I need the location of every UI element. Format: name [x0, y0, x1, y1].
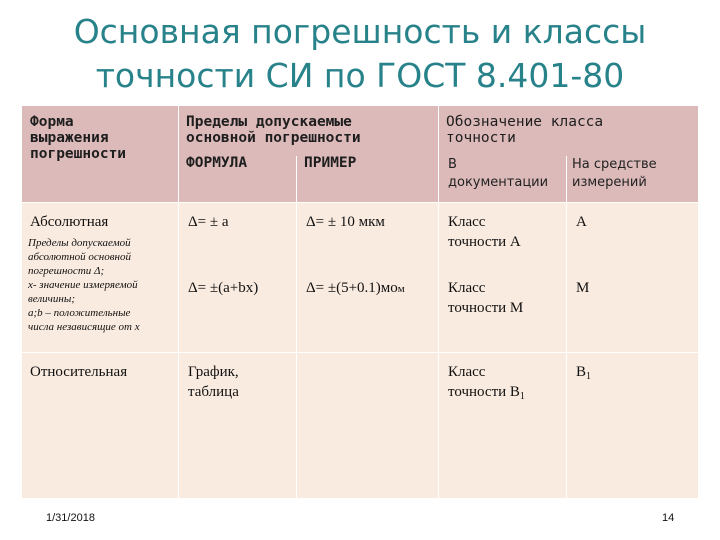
- cell-relative-instrument: [576, 362, 591, 382]
- cell-relative-formula: График, таблица: [188, 364, 239, 400]
- header-class-designation: Обозначение класса точности: [446, 114, 604, 146]
- cell-absolute-note: Пределы допускаемой абсолютной основной погрешности Δ; x- значение измеряемой величины; a;b – положительные числа независящие от х: [28, 237, 140, 333]
- cell-instrument-1: А: [576, 214, 587, 230]
- cell-doc-1: Класс точности А: [448, 214, 521, 250]
- col-divider-3: [438, 106, 439, 498]
- header-form: Форма выражения погрешности: [30, 114, 127, 162]
- header-on-instrument: На средстве измерений: [572, 157, 657, 190]
- col-divider-4: [566, 156, 567, 498]
- cell-relative-doc-text: точности В: [448, 384, 520, 400]
- cell-example-2-tail: м: [397, 283, 405, 295]
- row-divider: [22, 352, 698, 353]
- cell-relative-doc-line1: Класс: [448, 364, 486, 380]
- footer-date: 1/31/2018: [46, 512, 95, 524]
- header-example: ПРИМЕР: [304, 155, 357, 171]
- cell-example-2: [306, 278, 405, 299]
- col-divider-2: [296, 156, 297, 498]
- cell-relative-doc-sub: 1: [519, 391, 525, 402]
- cell-instrument-2: М: [576, 280, 590, 296]
- accuracy-class-table: [22, 106, 698, 498]
- title-line-1: Основная погрешность и классы: [73, 12, 647, 51]
- cell-example-1: Δ= ± 10 мкм: [306, 214, 385, 230]
- cell-relative-doc: [448, 362, 525, 402]
- header-divider: [22, 202, 698, 203]
- cell-formula-1: Δ= ± a: [188, 214, 229, 230]
- header-formula: ФОРМУЛА: [186, 155, 248, 171]
- title-line-2: точности СИ по ГОСТ 8.401-80: [95, 56, 625, 95]
- cell-absolute-label: Абсолютная: [30, 214, 109, 230]
- footer-page-number: 14: [662, 512, 675, 524]
- cell-example-2-main: Δ= ±(5+0.1)мо: [306, 280, 398, 296]
- cell-relative-label: Относительная: [30, 364, 128, 380]
- col-divider-1: [178, 106, 179, 498]
- cell-doc-2: Класс точности М: [448, 280, 524, 316]
- cell-relative-doc-line2: [448, 382, 525, 402]
- header-limits: Пределы допускаемые основной погрешности: [186, 114, 361, 146]
- cell-formula-2: Δ= ±(a+bx): [188, 280, 259, 296]
- header-in-documentation: В документации: [448, 157, 549, 190]
- cell-relative-instrument-sub: 1: [586, 371, 592, 382]
- cell-relative-instrument-text: B: [576, 364, 587, 380]
